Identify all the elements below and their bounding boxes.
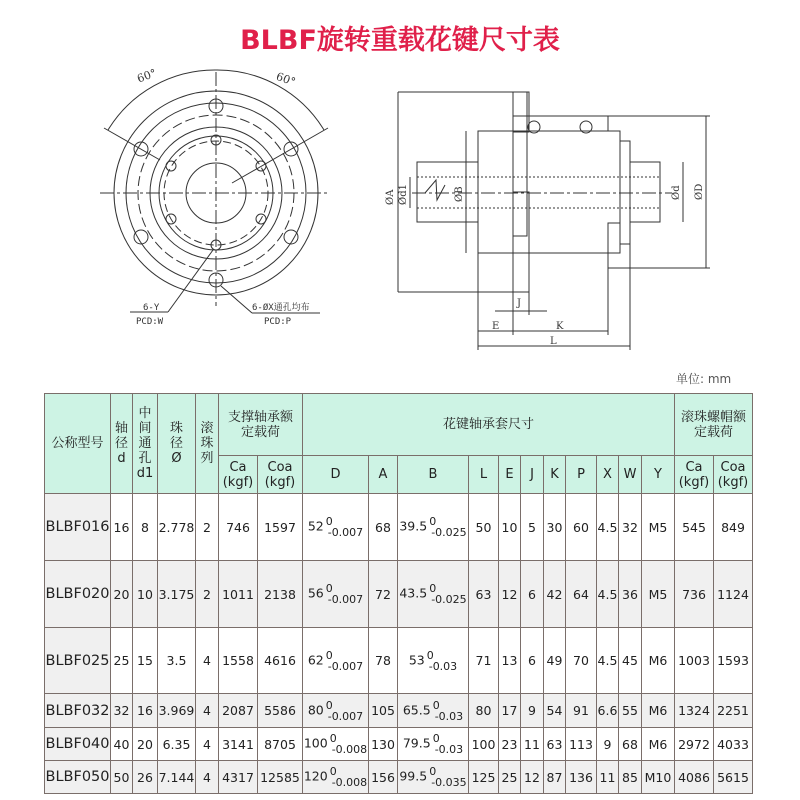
cell-support-coa: 5586 — [258, 694, 303, 728]
table-row — [45, 761, 753, 794]
outer-pcd-label: PCD:P — [264, 317, 292, 327]
cell-J: 6 — [521, 628, 544, 694]
cell-Y: M5 — [642, 561, 675, 628]
cell-L: 50 — [469, 494, 499, 561]
cell-ball-rows: 2 — [196, 494, 219, 561]
cell-B: 99.5 0 -0.035 — [398, 761, 469, 794]
table-row — [45, 494, 753, 561]
cell-d1: 15 — [133, 628, 158, 694]
cell-model: BLBF050 — [45, 761, 111, 794]
cell-d1: 8 — [133, 494, 158, 561]
cell-P: 60 — [566, 494, 597, 561]
header-P: P — [566, 456, 597, 494]
cell-support-ca: 3141 — [219, 728, 258, 761]
dim-D-label: ØD — [694, 183, 705, 200]
cell-J: 11 — [521, 728, 544, 761]
cell-B: 39.5 0 -0.025 — [398, 494, 469, 561]
cell-support-coa: 8705 — [258, 728, 303, 761]
header-A: A — [369, 456, 398, 494]
cell-X: 11 — [597, 761, 619, 794]
cell-K: 54 — [544, 694, 566, 728]
cell-D: 100 0 -0.008 — [303, 728, 369, 761]
header-center-hole: 中间通孔 d1 — [133, 394, 158, 494]
cell-L: 71 — [469, 628, 499, 694]
cell-B: 43.5 0 -0.025 — [398, 561, 469, 628]
cell-L: 125 — [469, 761, 499, 794]
header-E: E — [499, 456, 521, 494]
dim-K-label: K — [556, 321, 564, 332]
cell-E: 12 — [499, 561, 521, 628]
cell-d: 20 — [111, 561, 133, 628]
cell-L: 80 — [469, 694, 499, 728]
cell-X: 6.6 — [597, 694, 619, 728]
table-row — [45, 561, 753, 628]
cell-d: 40 — [111, 728, 133, 761]
cell-Y: M10 — [642, 761, 675, 794]
dim-A-label: ØA — [385, 189, 396, 205]
cell-K: 30 — [544, 494, 566, 561]
cell-W: 45 — [619, 628, 642, 694]
cell-ball-rows: 4 — [196, 694, 219, 728]
cell-ball-dia: 2.778 — [158, 494, 196, 561]
cell-support-ca: 1011 — [219, 561, 258, 628]
cell-X: 4.5 — [597, 628, 619, 694]
cell-A: 156 — [369, 761, 398, 794]
cell-K: 87 — [544, 761, 566, 794]
cell-E: 17 — [499, 694, 521, 728]
header-X: X — [597, 456, 619, 494]
cell-W: 85 — [619, 761, 642, 794]
cell-model: BLBF025 — [45, 628, 111, 694]
cell-support-ca: 2087 — [219, 694, 258, 728]
cell-ball-dia: 6.35 — [158, 728, 196, 761]
header-W: W — [619, 456, 642, 494]
cell-K: 42 — [544, 561, 566, 628]
cell-B: 53 0 -0.03 — [398, 628, 469, 694]
cell-D: 62 0 -0.007 — [303, 628, 369, 694]
cell-P: 136 — [566, 761, 597, 794]
cell-support-coa: 2138 — [258, 561, 303, 628]
cell-E: 10 — [499, 494, 521, 561]
cell-nut-ca: 736 — [675, 561, 714, 628]
header-nut-ca: Ca (kgf) — [675, 456, 714, 494]
dim-E-label: E — [492, 321, 500, 332]
cell-d: 32 — [111, 694, 133, 728]
cell-d: 16 — [111, 494, 133, 561]
inner-pcd-label: PCD:W — [136, 317, 164, 327]
header-D: D — [303, 456, 369, 494]
cell-X: 9 — [597, 728, 619, 761]
cell-D: 120 0 -0.008 — [303, 761, 369, 794]
cell-support-ca: 4317 — [219, 761, 258, 794]
cell-A: 130 — [369, 728, 398, 761]
front-view-drawing — [100, 70, 330, 313]
cell-A: 78 — [369, 628, 398, 694]
cell-ball-dia: 3.969 — [158, 694, 196, 728]
cell-d1: 10 — [133, 561, 158, 628]
cell-support-coa: 1597 — [258, 494, 303, 561]
cell-L: 63 — [469, 561, 499, 628]
header-ball-rows: 滚珠列 — [196, 394, 219, 494]
cell-E: 13 — [499, 628, 521, 694]
cell-W: 68 — [619, 728, 642, 761]
cell-model: BLBF016 — [45, 494, 111, 561]
cell-Y: M6 — [642, 728, 675, 761]
cell-ball-dia: 3.5 — [158, 628, 196, 694]
cell-support-coa: 4616 — [258, 628, 303, 694]
cell-J: 6 — [521, 561, 544, 628]
cell-support-ca: 746 — [219, 494, 258, 561]
cell-nut-ca: 1003 — [675, 628, 714, 694]
cell-support-ca: 1558 — [219, 628, 258, 694]
spec-table — [44, 393, 753, 794]
cell-E: 25 — [499, 761, 521, 794]
header-B: B — [398, 456, 469, 494]
cell-nut-coa: 2251 — [714, 694, 753, 728]
cell-model: BLBF032 — [45, 694, 111, 728]
dim-L-label: L — [550, 336, 557, 347]
cell-ball-rows: 4 — [196, 728, 219, 761]
outer-holes-label: 6-ØX通孔均布 — [252, 303, 310, 313]
header-nut-coa: Coa (kgf) — [714, 456, 753, 494]
dim-d1-label: Ød1 — [398, 184, 409, 205]
unit-label: 单位: mm — [676, 372, 732, 386]
cell-L: 100 — [469, 728, 499, 761]
cell-d1: 16 — [133, 694, 158, 728]
cell-P: 113 — [566, 728, 597, 761]
cell-J: 5 — [521, 494, 544, 561]
angle-left-label: 60° — [135, 66, 159, 86]
cell-W: 32 — [619, 494, 642, 561]
cell-D: 52 0 -0.007 — [303, 494, 369, 561]
inner-holes-label: 6-Y — [143, 303, 160, 313]
cell-Y: M6 — [642, 694, 675, 728]
cell-nut-coa: 849 — [714, 494, 753, 561]
table-row — [45, 628, 753, 694]
dim-B-label: ØB — [454, 186, 465, 202]
header-nut-load-group: 滚珠螺帽额定载荷 — [675, 394, 753, 456]
header-support-coa: Coa (kgf) — [258, 456, 303, 494]
cell-ball-rows: 4 — [196, 628, 219, 694]
dim-J-label: J — [517, 298, 522, 309]
side-view-drawing — [398, 92, 710, 350]
header-L: L — [469, 456, 499, 494]
header-spline-dims-group: 花键轴承套尺寸 — [303, 394, 675, 456]
cell-Y: M5 — [642, 494, 675, 561]
cell-nut-coa: 5615 — [714, 761, 753, 794]
cell-J: 12 — [521, 761, 544, 794]
cell-model: BLBF040 — [45, 728, 111, 761]
cell-P: 91 — [566, 694, 597, 728]
cell-W: 55 — [619, 694, 642, 728]
header-J: J — [521, 456, 544, 494]
table-row — [45, 728, 753, 761]
cell-K: 63 — [544, 728, 566, 761]
cell-nut-ca: 545 — [675, 494, 714, 561]
cell-nut-ca: 2972 — [675, 728, 714, 761]
cell-ball-dia: 7.144 — [158, 761, 196, 794]
cell-D: 56 0 -0.007 — [303, 561, 369, 628]
angle-right-label: 60° — [274, 69, 298, 89]
cell-support-coa: 12585 — [258, 761, 303, 794]
cell-ball-rows: 2 — [196, 561, 219, 628]
header-support-load-group: 支撑轴承额定载荷 — [219, 394, 303, 456]
cell-ball-dia: 3.175 — [158, 561, 196, 628]
cell-B: 79.5 0 -0.03 — [398, 728, 469, 761]
table-row — [45, 694, 753, 728]
cell-D: 80 0 -0.007 — [303, 694, 369, 728]
cell-d1: 26 — [133, 761, 158, 794]
cell-A: 68 — [369, 494, 398, 561]
cell-E: 23 — [499, 728, 521, 761]
cell-model: BLBF020 — [45, 561, 111, 628]
header-model: 公称型号 — [45, 394, 111, 494]
cell-nut-coa: 1124 — [714, 561, 753, 628]
cell-Y: M6 — [642, 628, 675, 694]
technical-drawing — [0, 0, 800, 370]
cell-W: 36 — [619, 561, 642, 628]
header-K: K — [544, 456, 566, 494]
cell-P: 64 — [566, 561, 597, 628]
cell-nut-ca: 1324 — [675, 694, 714, 728]
cell-K: 49 — [544, 628, 566, 694]
cell-ball-rows: 4 — [196, 761, 219, 794]
cell-A: 105 — [369, 694, 398, 728]
cell-nut-ca: 4086 — [675, 761, 714, 794]
cell-X: 4.5 — [597, 494, 619, 561]
cell-nut-coa: 1593 — [714, 628, 753, 694]
cell-nut-coa: 4033 — [714, 728, 753, 761]
cell-J: 9 — [521, 694, 544, 728]
cell-d1: 20 — [133, 728, 158, 761]
cell-d: 50 — [111, 761, 133, 794]
cell-X: 4.5 — [597, 561, 619, 628]
dim-d-label: Ød — [671, 185, 682, 200]
header-shaft-dia: 轴径 d — [111, 394, 133, 494]
cell-B: 65.5 0 -0.03 — [398, 694, 469, 728]
header-Y: Y — [642, 456, 675, 494]
header-support-ca: Ca (kgf) — [219, 456, 258, 494]
header-ball-dia: 珠径 Ø — [158, 394, 196, 494]
cell-d: 25 — [111, 628, 133, 694]
cell-A: 72 — [369, 561, 398, 628]
page-title: BLBF旋转重载花键尺寸表 — [240, 25, 560, 56]
cell-P: 70 — [566, 628, 597, 694]
